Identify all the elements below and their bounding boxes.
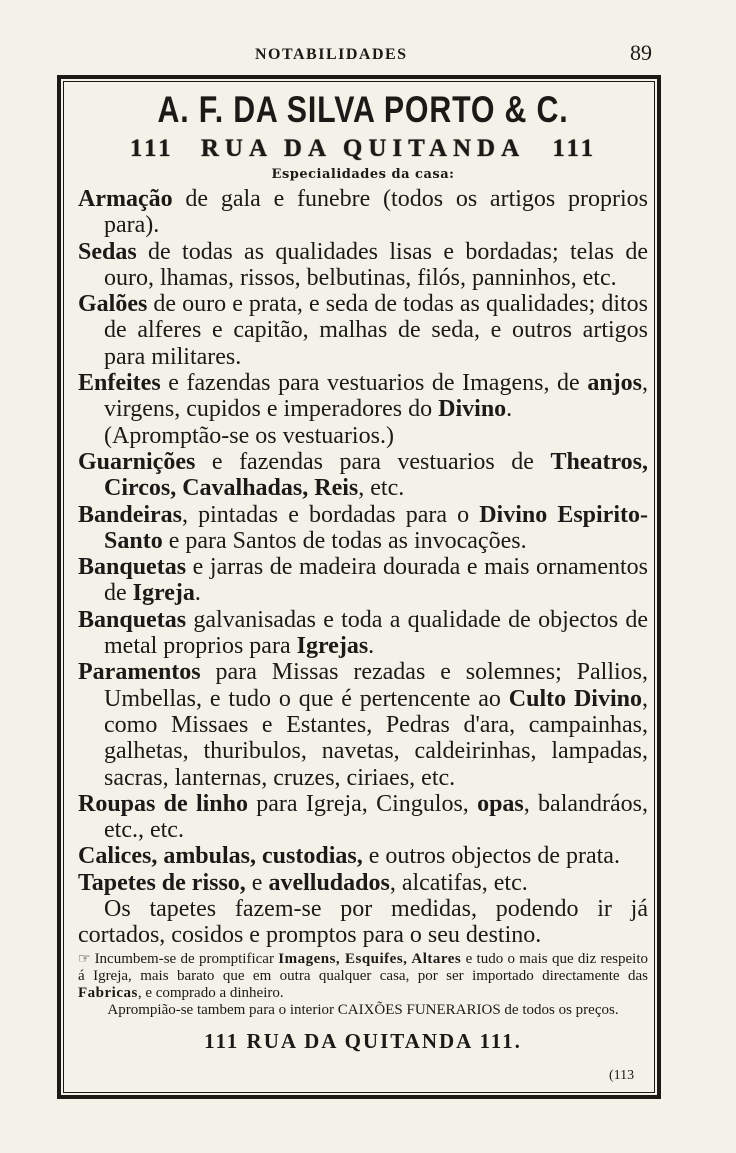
list-item — [78, 843, 648, 869]
running-head — [0, 40, 736, 74]
list-item — [78, 186, 648, 239]
item-keyword: Culto Divino — [508, 685, 642, 712]
item-keyword: Divino — [438, 396, 507, 423]
notice-line-2: Aprompião-se tambem para o interior CAIXÕES FUNERARIOS de todos os preços. — [107, 1001, 619, 1018]
list-item — [78, 370, 648, 423]
item-keyword: Enfeites — [78, 370, 161, 397]
item-text: e fazendas para vestuarios de Imagens, de — [160, 370, 588, 397]
item-keyword: Calices, ambulas, custodias, — [78, 843, 363, 870]
advert-content — [78, 84, 648, 1054]
item-text: , virgens, cupidos e imperadores do — [104, 370, 648, 423]
item-keyword: anjos — [587, 370, 642, 397]
list-item — [78, 607, 648, 660]
item-keyword: Banquetas — [78, 606, 187, 633]
notice-text: , e comprado a dinheiro. — [137, 984, 284, 1001]
item-text: , como Missaes e Estantes, Pedras d'ara, campainhas, galhetas, thuribulos, navetas, caldeirinhas, lampadas, sacras, lanternas, cruzes, ciriaes, etc. — [104, 685, 648, 791]
item-text: . — [506, 396, 513, 423]
item-text: . — [194, 580, 201, 607]
list-item — [78, 291, 648, 370]
item-keyword: Igreja — [132, 580, 195, 607]
item-text: e para Santos de todas as invocações. — [162, 527, 527, 554]
item-keyword: Divino Espirito-Santo — [104, 501, 648, 554]
item-text: e — [245, 869, 269, 896]
pointing-hand-icon: ☞ — [78, 951, 91, 967]
item-keyword: Roupas de linho — [78, 790, 248, 817]
notice-text: Incumbem-se de promptificar — [94, 950, 279, 967]
item-keyword: opas — [477, 790, 524, 817]
item-keyword: Banquetas — [78, 554, 187, 581]
item-text: . — [368, 633, 375, 660]
item-keyword: Tapetes de risso, — [78, 869, 246, 896]
item-keyword: Guarnições — [78, 448, 196, 475]
advert-number: (113 — [609, 1068, 635, 1083]
item-keyword: Armação — [78, 186, 173, 212]
firm-name: A. F. DA SILVA PORTO & C. — [157, 89, 569, 130]
list-item — [78, 239, 648, 292]
item-keyword: Theatros, Circos, Cavalhadas, Reis — [104, 448, 648, 502]
item-keyword: Igrejas — [296, 633, 369, 660]
footer-address: 111 RUA DA QUITANDA 111. — [204, 1028, 522, 1053]
address-number-right: 111 — [552, 135, 597, 162]
item-text: e outros objectos de prata. — [362, 843, 620, 870]
item-keyword: avelludados — [268, 869, 390, 896]
notice-keyword: Imagens, Esquifes, Altares — [278, 950, 462, 967]
item-keyword: Galões — [78, 291, 148, 318]
item-text: de ouro e prata, e seda de todas as qualidades; ditos de alferes e capitão, malhas de seda, e outros artigos para militares. — [104, 291, 648, 370]
item-text: de gala e funebre (todos os artigos proprios para). — [104, 186, 648, 239]
list-item — [78, 659, 648, 790]
item-keyword: Bandeiras — [78, 501, 183, 528]
specialties-heading: Especialidades da casa: — [271, 167, 455, 182]
item-text: , balandráos, etc., etc. — [104, 790, 649, 844]
item-text: de todas as qualidades lisas e bordadas; telas de ouro, lhamas, rissos, belbutinas, filós, panninhos, etc. — [104, 238, 648, 291]
item-text: , etc. — [358, 475, 405, 502]
list-item — [78, 449, 648, 502]
notice-keyword: Fabricas — [78, 984, 138, 1001]
item-text: galvanisadas e toda a qualidade de objectos de metal proprios para — [104, 606, 648, 660]
item-note — [78, 896, 648, 949]
item-text: e fazendas para vestuarios de — [195, 448, 551, 475]
item-text: , pintadas e bordadas para o — [182, 501, 480, 528]
items-list — [78, 186, 648, 949]
notice-text: e tudo o mais que diz respeito á Igreja, mais barato que em outra qualquer casa, por ser importado directamente das — [78, 950, 649, 984]
item-text: para Missas rezadas e solemnes; Pallios, Umbellas, e tudo o que é pertencente ao — [104, 659, 648, 712]
list-item — [78, 502, 648, 555]
list-item — [78, 870, 648, 896]
notice-paragraph — [78, 951, 648, 1002]
item-note-text: Os tapetes fazem-se por medidas, podendo ir já cortados, cosidos e promptos para o seu destino. — [78, 896, 648, 949]
address-banner — [78, 132, 648, 166]
item-text: e jarras de madeira dourada e mais ornamentos de — [104, 554, 648, 607]
running-head-title: NOTABILIDADES — [255, 46, 408, 63]
address-street: RUA DA QUITANDA — [200, 135, 526, 162]
address-number-left: 111 — [129, 135, 174, 162]
page-number: 89 — [630, 40, 652, 65]
notice-block — [78, 951, 648, 1019]
item-keyword: Sedas — [78, 238, 137, 265]
item-text: , alcatifas, etc. — [389, 869, 528, 896]
list-item — [78, 554, 648, 607]
item-keyword: Paramentos — [78, 659, 201, 686]
list-item — [78, 791, 648, 844]
item-note: (Apromptão-se os vestuarios.) — [104, 422, 394, 449]
item-text: para Igreja, Cingulos, — [247, 790, 478, 817]
